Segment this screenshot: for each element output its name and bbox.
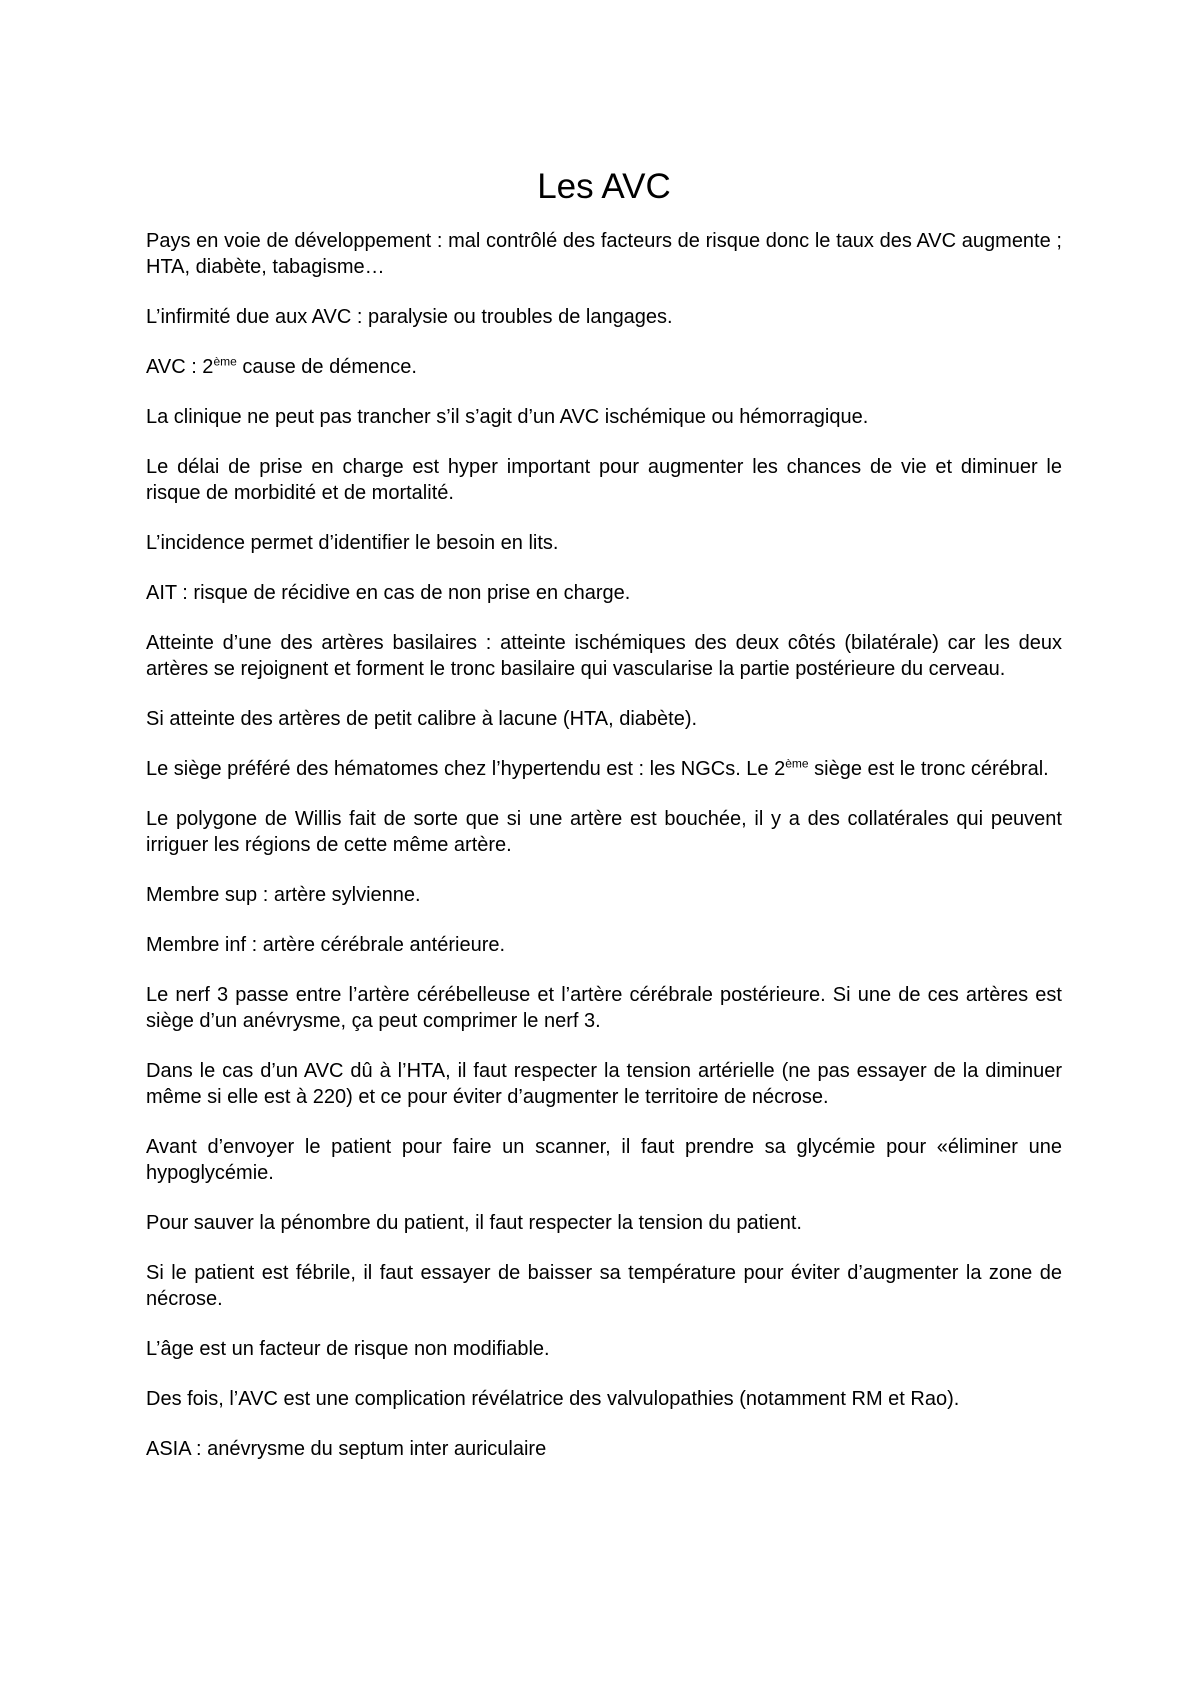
paragraph: Membre sup : artère sylvienne. bbox=[146, 884, 421, 906]
superscript: ème bbox=[785, 756, 809, 771]
paragraph: Avant d’envoyer le patient pour faire un scanner, il faut prendre sa glycémie pour «éliminer une hypoglycémie. bbox=[146, 1136, 1062, 1184]
paragraph: L’incidence permet d’identifier le besoin en lits. bbox=[146, 532, 559, 554]
paragraph-text: Le siège préféré des hématomes chez l’hypertendu est : les NGCs. Le 2 bbox=[146, 758, 786, 780]
paragraph: Pays en voie de développement : mal contrôlé des facteurs de risque donc le taux des AVC augmente ; HTA, diabète, tabagisme… bbox=[146, 230, 1062, 278]
paragraph: L’âge est un facteur de risque non modifiable. bbox=[146, 1338, 550, 1360]
paragraph: Le nerf 3 passe entre l’artère cérébelleuse et l’artère cérébrale postérieure. Si une de ces artères est siège d’un anévrysme, ça peut comprimer le nerf 3. bbox=[146, 984, 1062, 1032]
paragraph: Des fois, l’AVC est une complication révélatrice des valvulopathies (notamment RM et Rao). bbox=[146, 1388, 960, 1410]
superscript: ème bbox=[213, 354, 237, 369]
paragraph: Membre inf : artère cérébrale antérieure. bbox=[146, 934, 506, 956]
paragraph: AIT : risque de récidive en cas de non prise en charge. bbox=[146, 582, 631, 604]
paragraph bbox=[146, 756, 1062, 782]
document-title: Les AVC bbox=[537, 167, 671, 206]
paragraph: Atteinte d’une des artères basilaires : atteinte ischémiques des deux côtés (bilatérale) car les deux artères se rejoignent et forment le tronc basilaire qui vascularise la partie postérieure du cerveau. bbox=[146, 632, 1062, 680]
paragraph-text: cause de démence. bbox=[236, 356, 417, 378]
paragraph: Si le patient est fébrile, il faut essayer de baisser sa température pour éviter d’augmenter la zone de nécrose. bbox=[146, 1262, 1062, 1310]
paragraph: Pour sauver la pénombre du patient, il faut respecter la tension du patient. bbox=[146, 1212, 802, 1234]
paragraph: Le délai de prise en charge est hyper important pour augmenter les chances de vie et diminuer le risque de morbidité et de mortalité. bbox=[146, 456, 1062, 504]
paragraph-text: siège est le tronc cérébral. bbox=[808, 758, 1049, 780]
paragraph: Dans le cas d’un AVC dû à l’HTA, il faut respecter la tension artérielle (ne pas essayer de la diminuer même si elle est à 220) et ce pour éviter d’augmenter le territoire de nécrose. bbox=[146, 1060, 1062, 1108]
paragraph: ASIA : anévrysme du septum inter auriculaire bbox=[146, 1438, 547, 1460]
paragraph: La clinique ne peut pas trancher s’il s’agit d’un AVC ischémique ou hémorragique. bbox=[146, 406, 869, 428]
paragraph: Le polygone de Willis fait de sorte que si une artère est bouchée, il y a des collatérales qui peuvent irriguer les régions de cette même artère. bbox=[146, 808, 1062, 856]
paragraph: L’infirmité due aux AVC : paralysie ou troubles de langages. bbox=[146, 306, 673, 328]
document-page bbox=[146, 166, 1062, 1486]
paragraph-text: AVC : 2 bbox=[146, 356, 214, 378]
paragraph bbox=[146, 354, 1062, 380]
paragraph: Si atteinte des artères de petit calibre à lacune (HTA, diabète). bbox=[146, 708, 698, 730]
